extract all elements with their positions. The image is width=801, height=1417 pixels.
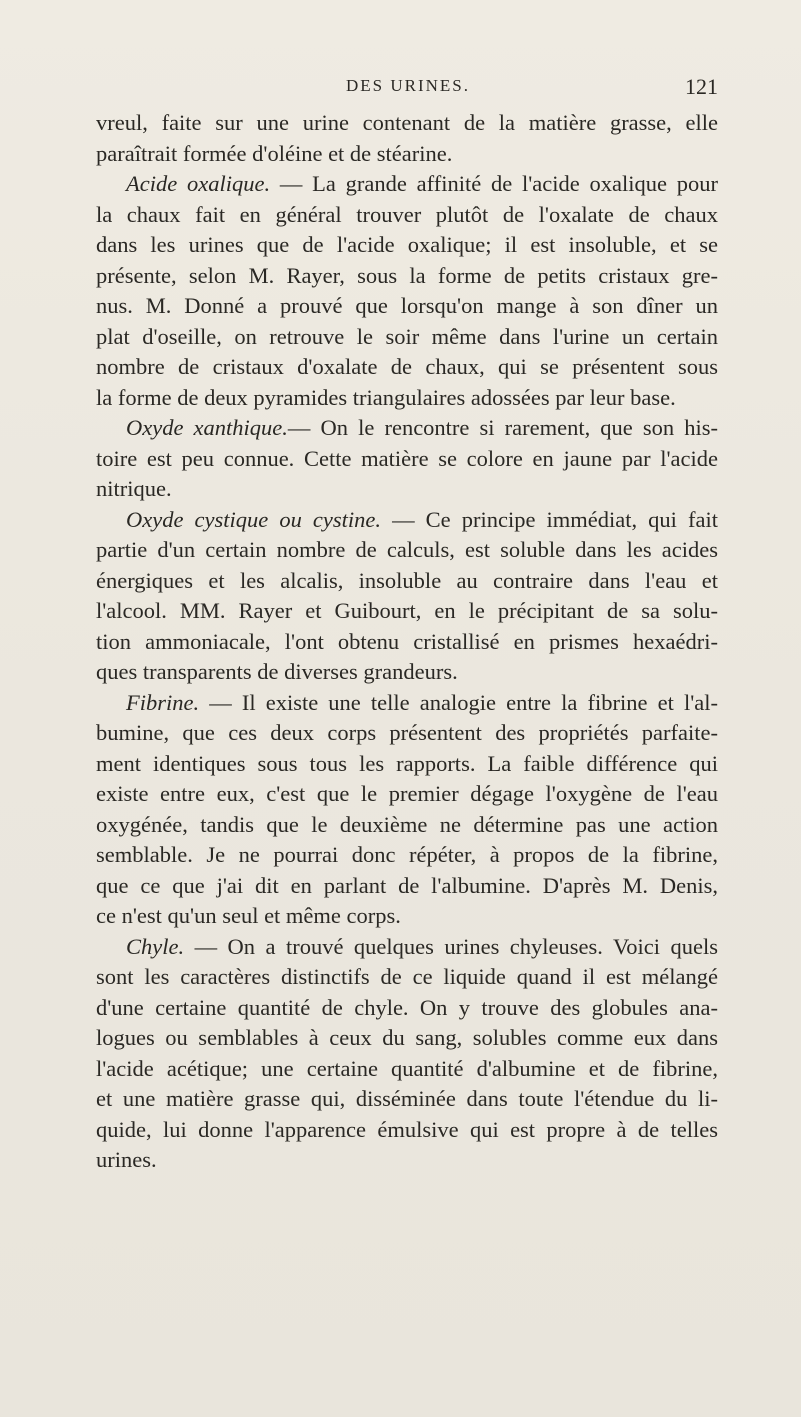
line-text: la chaux fait en général trouver plutôt de l'oxalate de chaux	[96, 201, 718, 227]
line-text: — Ce principe immédiat, qui fait	[381, 506, 718, 532]
body-text	[96, 108, 718, 1176]
text-line	[96, 566, 718, 597]
text-line	[96, 962, 718, 993]
text-line	[96, 1115, 718, 1146]
line-text: ce n'est qu'un seul et même corps.	[96, 903, 401, 928]
text-line	[96, 657, 718, 688]
line-text: semblable. Je ne pourrai donc répéter, à propos de la fibrine,	[96, 842, 718, 867]
text-line	[96, 932, 718, 963]
paragraph	[96, 169, 718, 413]
section-title: Chyle.	[126, 933, 185, 959]
text-line	[96, 779, 718, 810]
paragraph	[96, 413, 718, 505]
line-text: toire est peu connue. Cette matière se colore en jaune par l'acide	[96, 445, 718, 471]
text-line	[96, 322, 718, 353]
text-line	[96, 383, 718, 414]
text-line	[96, 1054, 718, 1085]
line-text: l'alcool. MM. Rayer et Guibourt, en le précipitant de sa solu-	[96, 598, 718, 623]
text-line	[96, 108, 718, 139]
line-text: urines.	[96, 1147, 157, 1172]
paragraph	[96, 108, 718, 169]
line-text: ques transparents de diverses grandeurs.	[96, 659, 458, 684]
text-line	[96, 505, 718, 536]
line-text: dans les urines que de l'acide oxalique; il est insoluble, et se	[96, 232, 718, 257]
line-text: oxygénée, tandis que le deuxième ne détermine pas une action	[96, 811, 718, 837]
text-line	[96, 718, 718, 749]
text-line	[96, 444, 718, 475]
line-text: et une matière grasse qui, disséminée dans toute l'étendue du li-	[96, 1086, 718, 1111]
section-title: Acide oxalique.	[126, 171, 271, 196]
text-line	[96, 596, 718, 627]
line-text: d'une certaine quantité de chyle. On y trouve des globules ana-	[96, 994, 718, 1020]
line-text: logues ou semblables à ceux du sang, solubles comme eux dans	[96, 1025, 718, 1050]
paragraph	[96, 505, 718, 688]
line-text: que ce que j'ai dit en parlant de l'albumine. D'après M. Denis,	[96, 872, 718, 898]
line-text: paraîtrait formée d'oléine et de stéarine.	[96, 140, 453, 166]
line-text: quide, lui donne l'apparence émulsive qui est propre à de telles	[96, 1116, 718, 1142]
line-text: plat d'oseille, on retrouve le soir même dans l'urine un certain	[96, 323, 718, 349]
paragraph	[96, 932, 718, 1176]
text-line	[96, 1145, 718, 1176]
running-title: DES URINES.	[345, 76, 470, 95]
text-line	[96, 993, 718, 1024]
line-text: ment identiques sous tous les rapports. La faible différence qui	[96, 750, 718, 776]
line-text: l'acide acétique; une certaine quantité d'albumine et de fibrine,	[96, 1055, 718, 1081]
text-line	[96, 535, 718, 566]
line-text: — On le rencontre si rarement, que son his-	[287, 415, 718, 440]
text-line	[96, 169, 718, 200]
line-text: bumine, que ces deux corps présentent des propriétés parfaite-	[96, 720, 718, 745]
running-head	[96, 74, 720, 104]
line-text: nombre de cristaux d'oxalate de chaux, qui se présentent sous	[96, 354, 718, 379]
text-line	[96, 230, 718, 261]
text-line	[96, 749, 718, 780]
text-line	[96, 627, 718, 658]
text-line	[96, 291, 718, 322]
line-text: énergiques et les alcalis, insoluble au contraire dans l'eau et	[96, 567, 718, 593]
section-title: Fibrine.	[126, 689, 200, 715]
text-line	[96, 261, 718, 292]
line-text: la forme de deux pyramides triangulaires adossées par leur base.	[96, 384, 676, 410]
paragraph	[96, 688, 718, 932]
text-line	[96, 474, 718, 505]
text-line	[96, 139, 718, 170]
text-line	[96, 901, 718, 932]
text-line	[96, 1084, 718, 1115]
line-text: existe entre eux, c'est que le premier dégage l'oxygène de l'eau	[96, 781, 718, 806]
text-line	[96, 352, 718, 383]
line-text: sont les caractères distinctifs de ce liquide quand il est mélangé	[96, 964, 718, 989]
line-text: vreul, faite sur une urine contenant de la matière grasse, elle	[96, 110, 718, 135]
text-line	[96, 688, 718, 719]
line-text: présente, selon M. Rayer, sous la forme de petits cristaux gre-	[96, 262, 718, 288]
section-title: Oxyde xanthique.	[126, 415, 288, 440]
text-line	[96, 810, 718, 841]
line-text: nus. M. Donné a prouvé que lorsqu'on mange à son dîner un	[96, 293, 718, 318]
text-line	[96, 200, 718, 231]
section-title: Oxyde cystique ou cystine.	[126, 506, 381, 532]
line-text: tion ammoniacale, l'ont obtenu cristallisé en prismes hexaédri-	[96, 628, 718, 654]
text-line	[96, 1023, 718, 1054]
line-text: partie d'un certain nombre de calculs, est soluble dans les acides	[96, 537, 718, 562]
line-text: — La grande affinité de l'acide oxalique pour	[270, 171, 718, 196]
text-line	[96, 840, 718, 871]
line-text: — On a trouvé quelques urines chyleuses. Voici quels	[184, 933, 718, 959]
text-line	[96, 871, 718, 902]
page-number: 121	[685, 74, 718, 99]
line-text: — Il existe une telle analogie entre la fibrine et l'al-	[199, 689, 718, 715]
line-text: nitrique.	[96, 476, 172, 501]
text-line	[96, 413, 718, 444]
